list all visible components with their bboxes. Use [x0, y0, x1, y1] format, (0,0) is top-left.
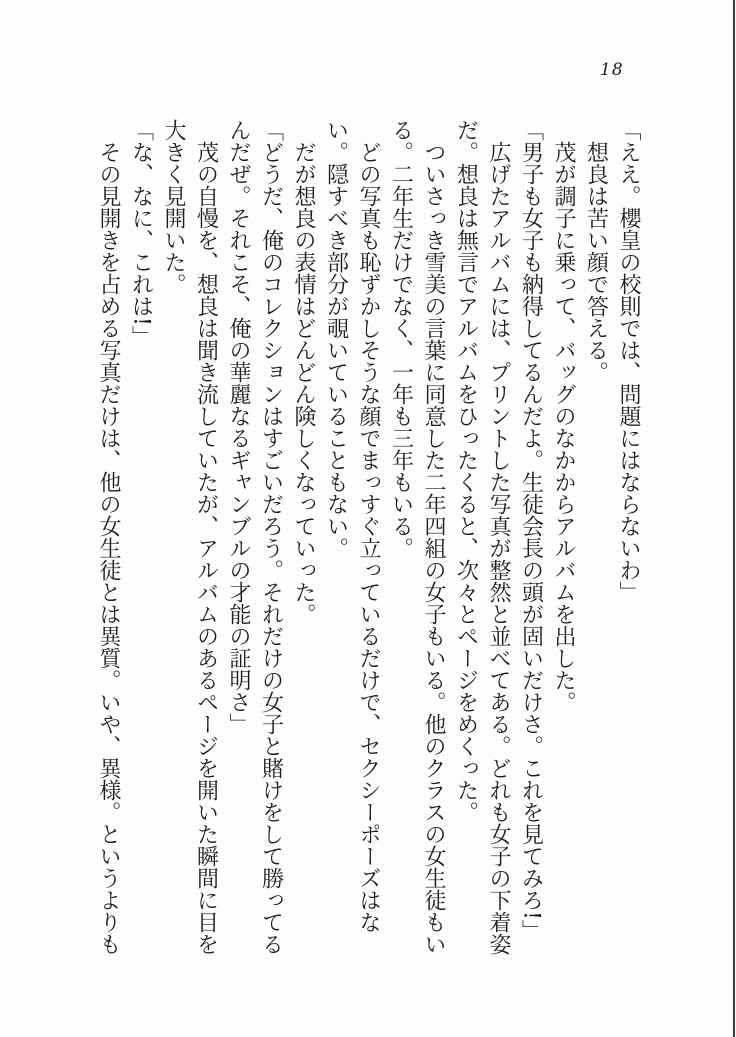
paragraph: 「ええ。櫻皇の校則では、問題にはならないわ」 [616, 119, 641, 603]
page-number: 18 [600, 60, 624, 80]
paragraph: ついさっき雪美の言葉に同意した二年四組の女子もいる。他のクラスの女生徒もいる。二年生だけでなく、一年も三年もいる。 [388, 119, 446, 955]
paragraph: 「な、なに、これは!」 [128, 119, 154, 348]
paragraph: 「男子も女子も納得してるんだよ。生徒会長の頭が固いだけさ。これを見てみろ!」 [518, 119, 544, 942]
page-edge-line [733, 0, 735, 1037]
paragraph: だが想良の表情はどんどん険しくなっていった。 [291, 141, 316, 625]
text-block [92, 119, 645, 960]
paragraph: どの写真も恥ずかしそうな顔でまっすぐ立っているだけで、セクシーポーズはない。隠すべき部分が覗いていることもない。 [323, 119, 381, 933]
paragraph: 茂が調子に乗って、バッグのなかからアルバムを出した。 [551, 141, 576, 713]
paragraph: 茂の自慢を、想良は聞き流していたが、アルバムのあるページを開いた瞬間に目を大きく見開いた。 [161, 119, 219, 955]
paragraph: 想良は苦い顔で答える。 [583, 141, 609, 383]
paragraph: 「どうだ、俺のコレクションはすごいだろう。それだけの女子と賭けをして勝ってるんだぜ。それこそ、俺の華麗なるギャンブルの才能の証明さ」 [226, 119, 284, 955]
paragraph: その見開きを占める写真だけは、他の女生徒とは異質。いや、異様。というよりも [96, 141, 121, 955]
paragraph: 広げたアルバムには、プリントした写真が整然と並べてある。どれも女子の下着姿だ。想良は無言でアルバムをひったくると、次々とページをめくった。 [453, 119, 511, 955]
